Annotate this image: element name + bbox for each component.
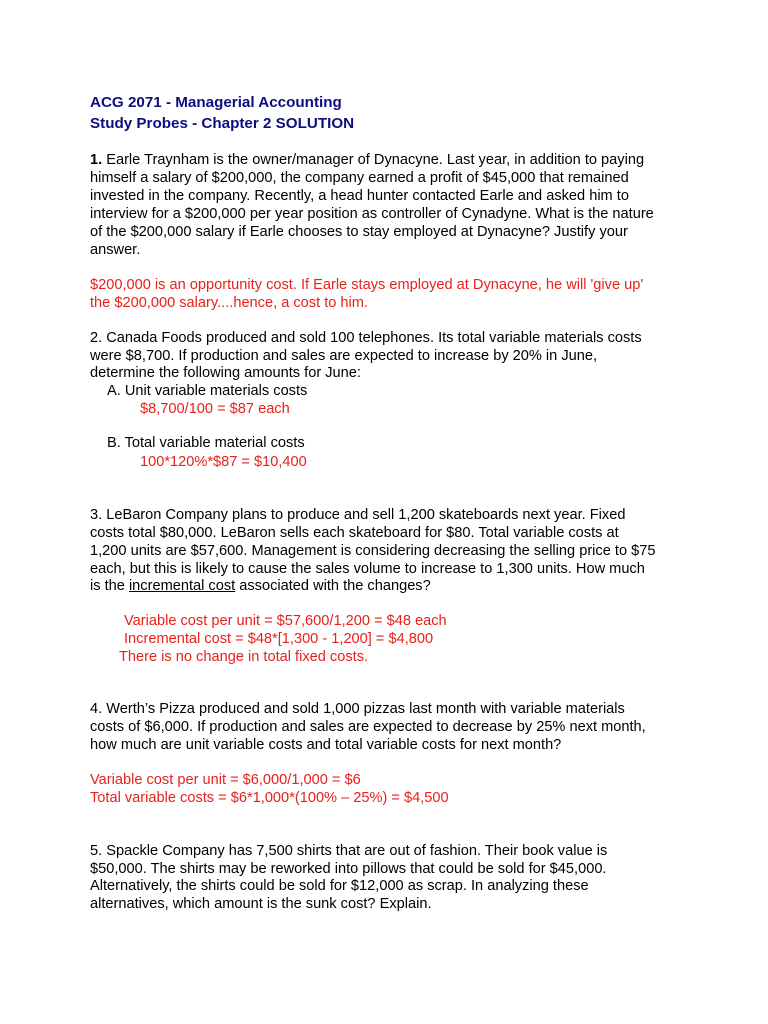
q4-line-2: costs of $6,000. If production and sales are expected to decrease by 25% next month,	[90, 719, 646, 735]
q3-line-1: 3. LeBaron Company plans to produce and sell 1,200 skateboards next year. Fixed	[90, 507, 626, 523]
q4-answer-line-2: Total variable costs = $6*1,000*(100% – 25%) = $4,500	[90, 790, 449, 806]
q4-line-1: 4. Werth’s Pizza produced and sold 1,000 pizzas last month with variable materials	[90, 701, 625, 717]
q1-line-2: himself a salary of $200,000, the company earned a profit of $45,000 that remained	[90, 170, 629, 186]
q3-incremental-cost-term: incremental cost	[128, 578, 236, 594]
q3-line-3: 1,200 units are $57,600. Management is considering decreasing the selling price to $75	[90, 543, 656, 559]
q5-line-1: 5. Spackle Company has 7,500 shirts that are out of fashion. Their book value is	[90, 843, 608, 859]
q3-answer-line-2: Incremental cost = $48*[1,300 - 1,200] = $4,800	[124, 631, 434, 647]
q2-line-3: determine the following amounts for June:	[90, 365, 361, 381]
q3-line-5-prefix: is the	[90, 578, 129, 594]
q2-line-1: 2. Canada Foods produced and sold 100 telephones. Its total variable materials costs	[90, 330, 642, 346]
q1-answer-line-2: the $200,000 salary....hence, a cost to him.	[90, 295, 368, 311]
q1-line-3: invested in the company. Recently, a head hunter contacted Earle and asked him to	[90, 188, 629, 204]
q3-answer-line-1: Variable cost per unit = $57,600/1,200 = $48 each	[124, 613, 447, 629]
q1-line-1-text: Earle Traynham is the owner/manager of Dynacyne. Last year, in addition to paying	[102, 152, 645, 168]
q3-answer-line-3: There is no change in total fixed costs.	[119, 649, 369, 665]
q3-line-2: costs total $80,000. LeBaron sells each skateboard for $80. Total variable costs at	[90, 525, 619, 541]
q1-line-6: answer.	[90, 242, 141, 258]
q5-line-4: alternatives, which amount is the sunk cost? Explain.	[90, 896, 432, 912]
q2-line-2: were $8,700. If production and sales are expected to increase by 20% in June,	[90, 348, 598, 364]
q2-answer-a: $8,700/100 = $87 each	[140, 401, 290, 417]
q2-answer-b: 100*120%*$87 = $10,400	[140, 454, 307, 470]
q3-line-4: each, but this is likely to cause the sales volume to increase to 1,300 units. How much	[90, 561, 645, 577]
page-subtitle: Study Probes - Chapter 2 SOLUTION	[90, 115, 355, 132]
q1-answer-line-1: $200,000 is an opportunity cost. If Earle stays employed at Dynacyne, he will 'give up'	[90, 277, 644, 293]
q4-answer-line-1: Variable cost per unit = $6,000/1,000 = $6	[90, 772, 361, 788]
q5-line-2: $50,000. The shirts may be reworked into pillows that could be sold for $45,000.	[90, 861, 607, 877]
q3-line-5-suffix: associated with the changes?	[235, 578, 431, 594]
q2-part-a: A. Unit variable materials costs	[107, 383, 308, 399]
q2-part-b: B. Total variable material costs	[107, 435, 305, 451]
q4-line-3: how much are unit variable costs and total variable costs for next month?	[90, 737, 562, 753]
q5-line-3: Alternatively, the shirts could be sold for $12,000 as scrap. In analyzing these	[90, 878, 589, 894]
page-title: ACG 2071 - Managerial Accounting	[90, 94, 342, 111]
q3-line-5	[90, 577, 431, 595]
q1-line-1	[90, 151, 644, 169]
q1-line-4: interview for a $200,000 per year position as controller of Cynadyne. What is the nature	[90, 206, 654, 222]
q1-number: 1.	[90, 152, 103, 168]
q1-line-5: of the $200,000 salary if Earle chooses to stay employed at Dynacyne? Justify your	[90, 224, 628, 240]
